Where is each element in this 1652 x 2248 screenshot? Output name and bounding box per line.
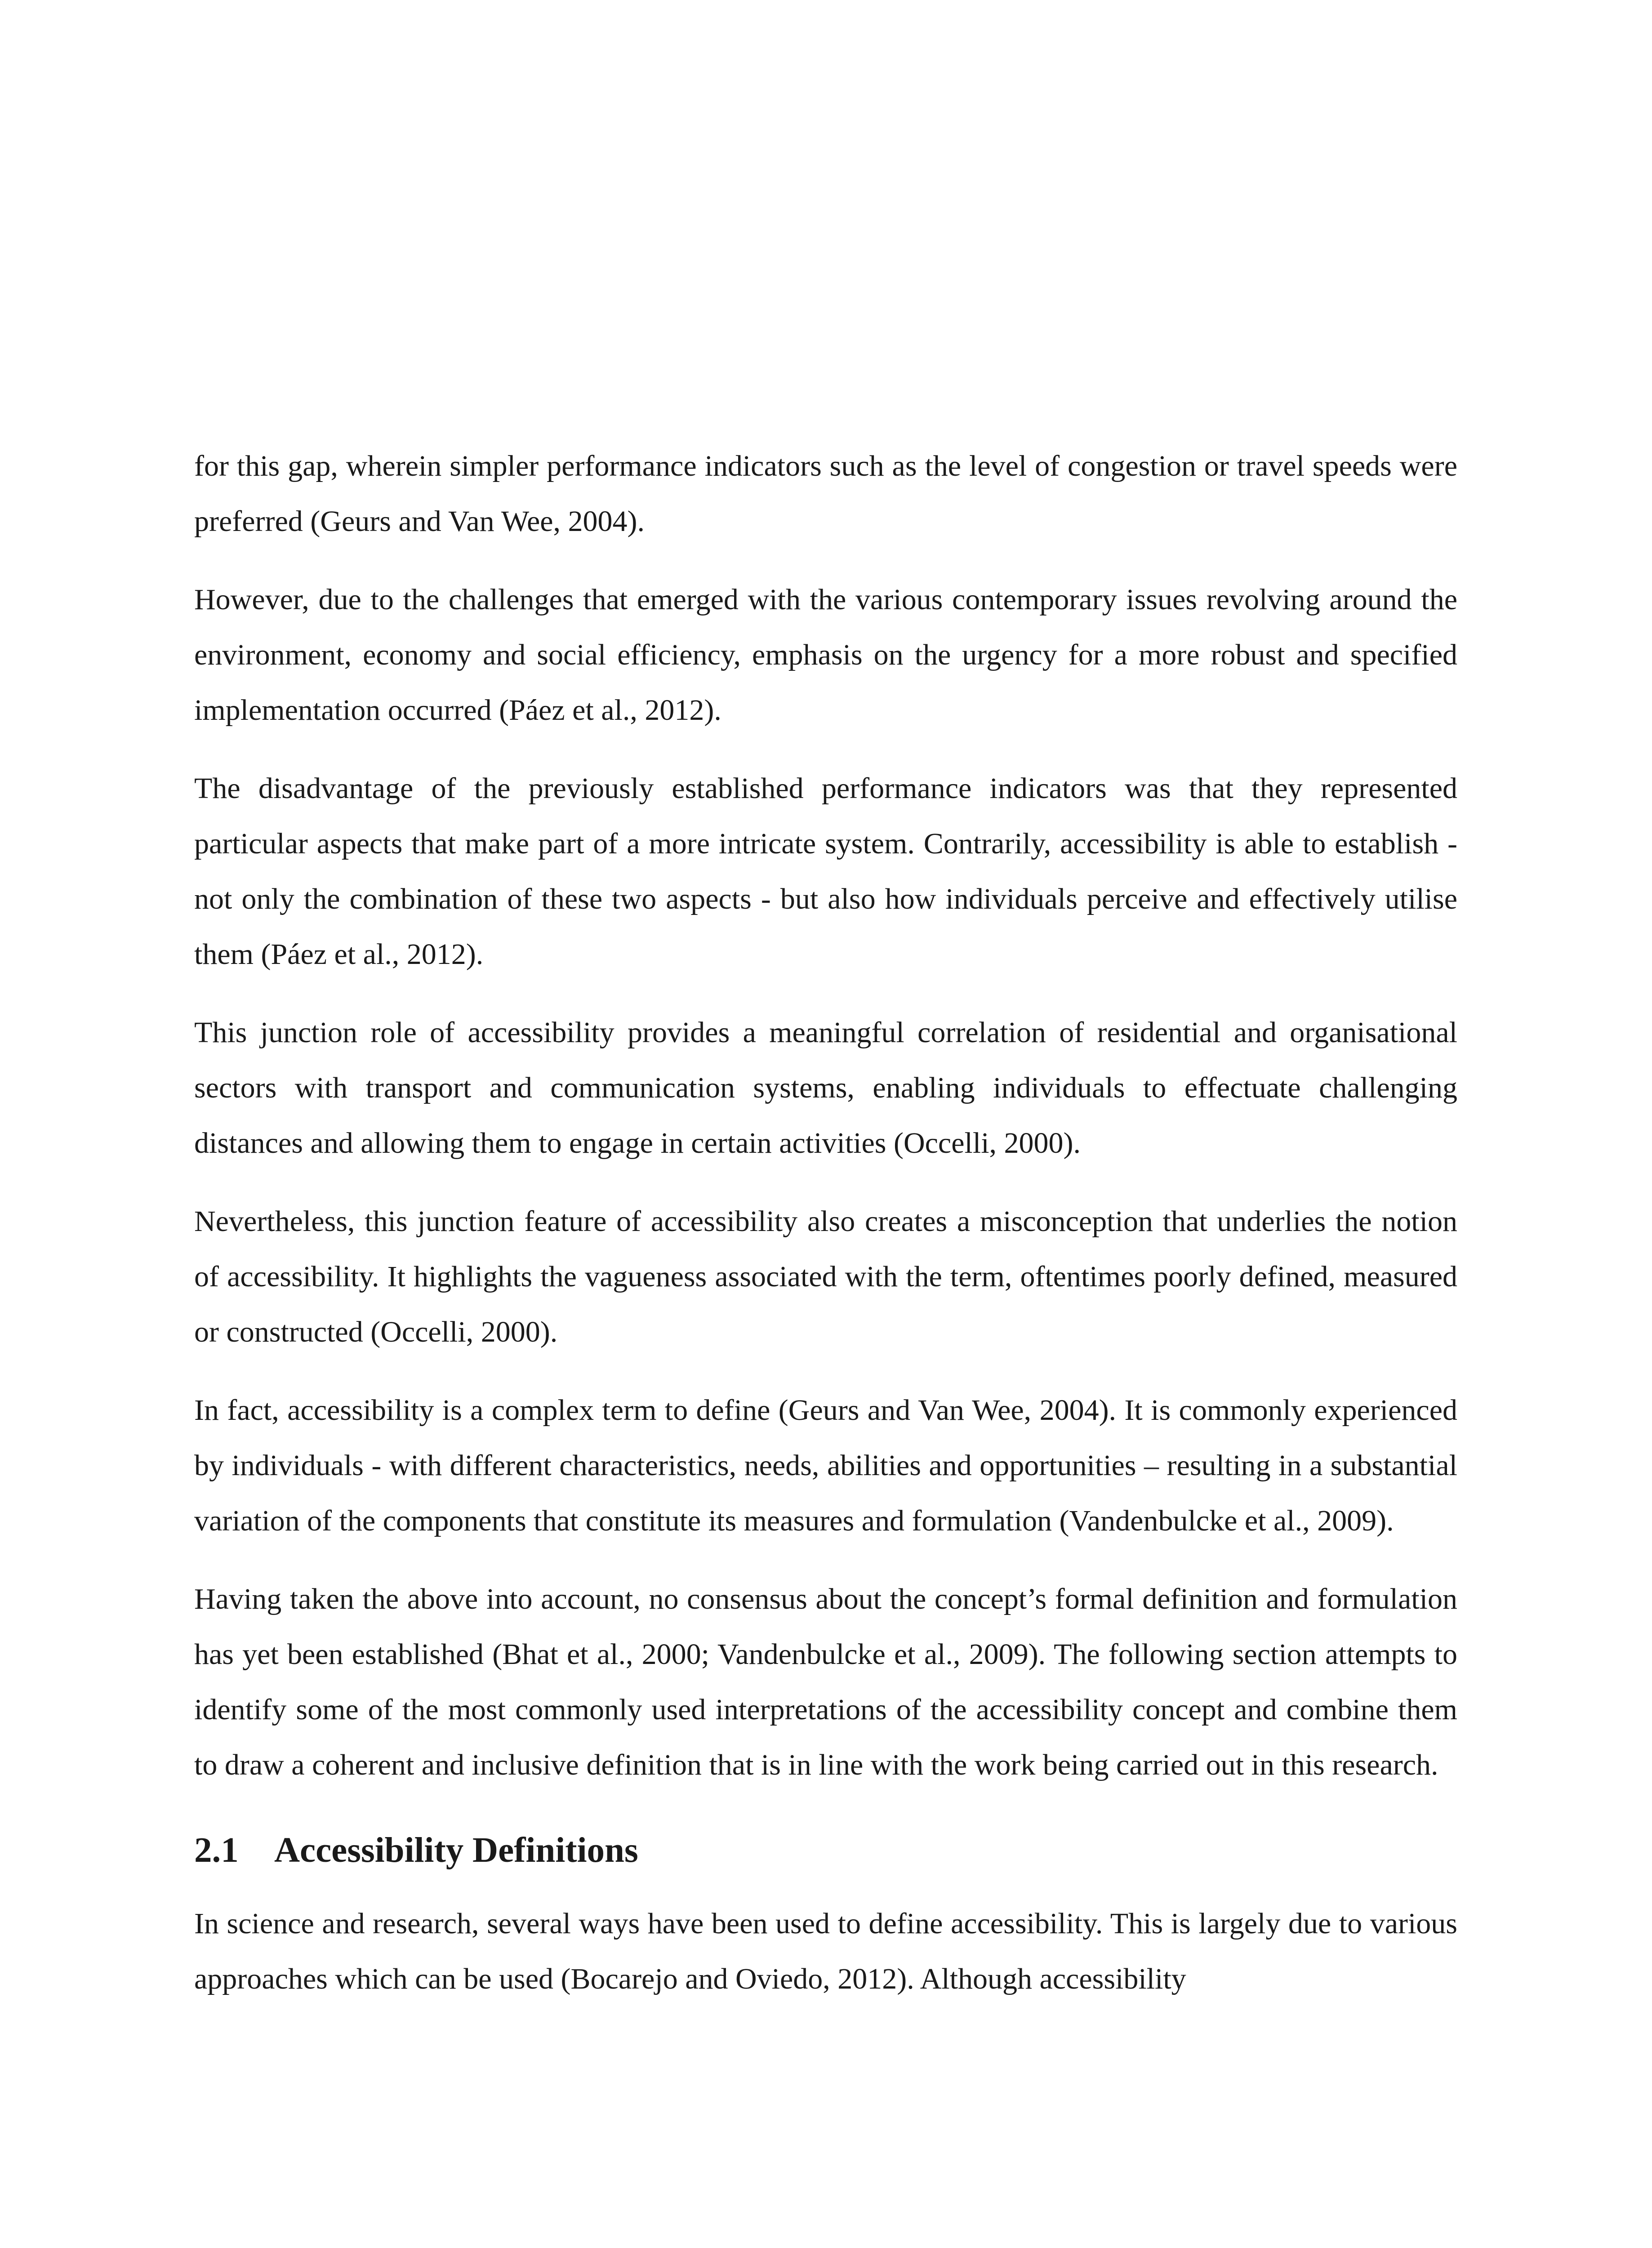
paragraph-2: However, due to the challenges that emerged with the various contemporary issues revolving around the environment, economy and social efficiency, emphasis on the urgency for a more robust and specified implementation occurred (Páez et al., 2012).	[194, 583, 1457, 727]
paragraph-5: Nevertheless, this junction feature of accessibility also creates a misconception that underlies the notion of accessibility. It highlights the vagueness associated with the term, oftentimes poorly defined, measured or constructed (Occelli, 2000).	[194, 1205, 1457, 1348]
paragraph-7: Having taken the above into account, no consensus about the concept’s formal definition and formulation has yet been established (Bhat et al., 2000; Vandenbulcke et al., 2009). The following section attempts to identify some of the most commonly used interpretations of the accessibility concept and combine them to draw a coherent and inclusive definition that is in line with the work being carried out in this research.	[194, 1583, 1457, 1781]
paragraph-6: In fact, accessibility is a complex term to define (Geurs and Van Wee, 2004). It is commonly experienced by individuals - with different characteristics, needs, abilities and opportunities – resulting in a substantial variation of the components that constitute its measures and formulation (Vandenbulcke et al., 2009).	[194, 1394, 1457, 1537]
paragraph-1: for this gap, wherein simpler performance indicators such as the level of congestion or travel speeds were preferred (Geurs and Van Wee, 2004).	[194, 450, 1457, 538]
section-title: Accessibility Definitions	[274, 1831, 638, 1870]
section-number: 2.1	[194, 1831, 239, 1870]
paragraph-4: This junction role of accessibility provides a meaningful correlation of residential and organisational sectors with transport and communication systems, enabling individuals to effectuate challenging distances and allowing them to engage in certain activities (Occelli, 2000).	[194, 1016, 1457, 1160]
body-text	[194, 438, 1457, 2029]
paragraph-3: The disadvantage of the previously established performance indicators was that they represented particular aspects that make part of a more intricate system. Contrarily, accessibility is able to establish - not only the combination of these two aspects - but also how individuals perceive and effectively utilise them (Páez et al., 2012).	[194, 772, 1457, 971]
section-heading	[194, 1815, 1457, 1896]
paragraph-8: In science and research, several ways have been used to define accessibility. This is largely due to various approaches which can be used (Bocarejo and Oviedo, 2012). Although accessibility	[194, 1907, 1457, 1995]
